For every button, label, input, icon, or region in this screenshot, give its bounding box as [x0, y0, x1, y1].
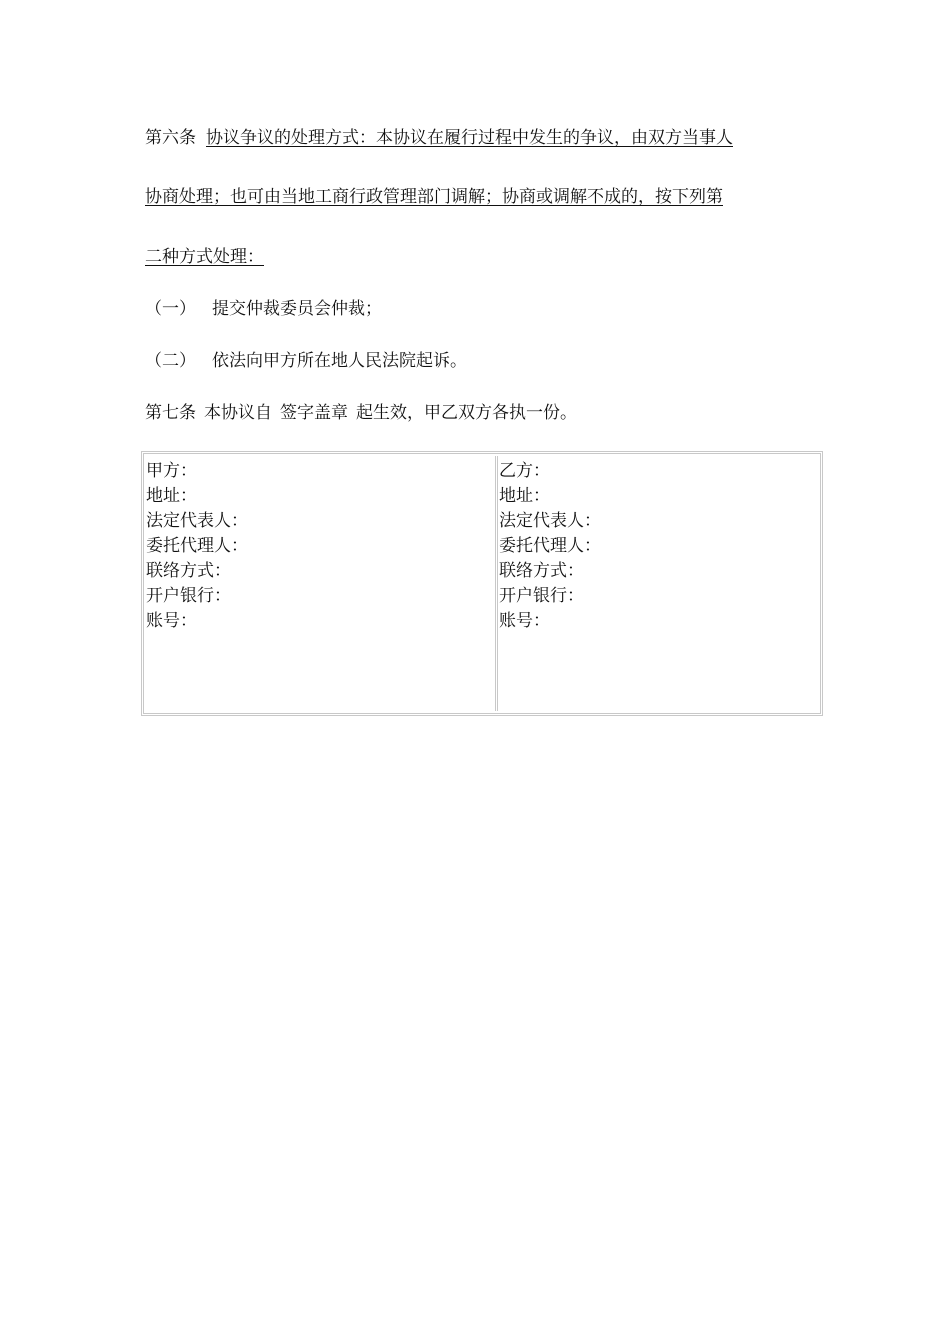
party-b-bank-label: 开户银行： [499, 586, 584, 606]
party-a-name-label: 甲方： [146, 461, 197, 481]
party-a-account-label: 账号： [146, 611, 197, 631]
party-a-contact-label: 联络方式： [146, 561, 231, 581]
party-a-address-label: 地址： [146, 486, 197, 506]
party-a-cell [146, 456, 498, 711]
article-7-part-2: 签字盖章 [280, 403, 348, 423]
signature-table [141, 451, 823, 716]
party-b-cell [499, 456, 818, 711]
article-7-line [145, 402, 577, 424]
party-b-address-label: 地址： [499, 486, 550, 506]
article-6-line-1 [145, 127, 733, 149]
party-a-bank-label: 开户银行： [146, 586, 231, 606]
option-item-2 [145, 350, 467, 372]
article-6-line-3: 二种方式处理： [145, 247, 264, 267]
article-7-part-3: 起生效，甲乙双方各执一份。 [356, 403, 577, 423]
party-b-name-label: 乙方： [499, 461, 550, 481]
option-marker-2: （二） [145, 351, 196, 371]
party-b-contact-label: 联络方式： [499, 561, 584, 581]
article-6-label: 第六条 [145, 128, 196, 148]
party-b-agent-label: 委托代理人： [499, 536, 601, 556]
option-text-1: 提交仲裁委员会仲裁； [212, 299, 382, 319]
party-a-agent-label: 委托代理人： [146, 536, 248, 556]
article-6-text-1: 协议争议的处理方式：本协议在履行过程中发生的争议，由双方当事人 [206, 128, 733, 148]
article-7-label: 第七条 [145, 403, 196, 423]
party-a-legal-rep-label: 法定代表人： [146, 511, 248, 531]
option-marker-1: （一） [145, 299, 196, 319]
option-text-2: 依法向甲方所在地人民法院起诉。 [212, 351, 467, 371]
party-b-account-label: 账号： [499, 611, 550, 631]
article-6-line-2: 协商处理；也可由当地工商行政管理部门调解；协商或调解不成的，按下列第 [145, 187, 723, 207]
article-7-part-1: 本协议自 [204, 403, 272, 423]
party-b-legal-rep-label: 法定代表人： [499, 511, 601, 531]
option-item-1 [145, 298, 382, 320]
